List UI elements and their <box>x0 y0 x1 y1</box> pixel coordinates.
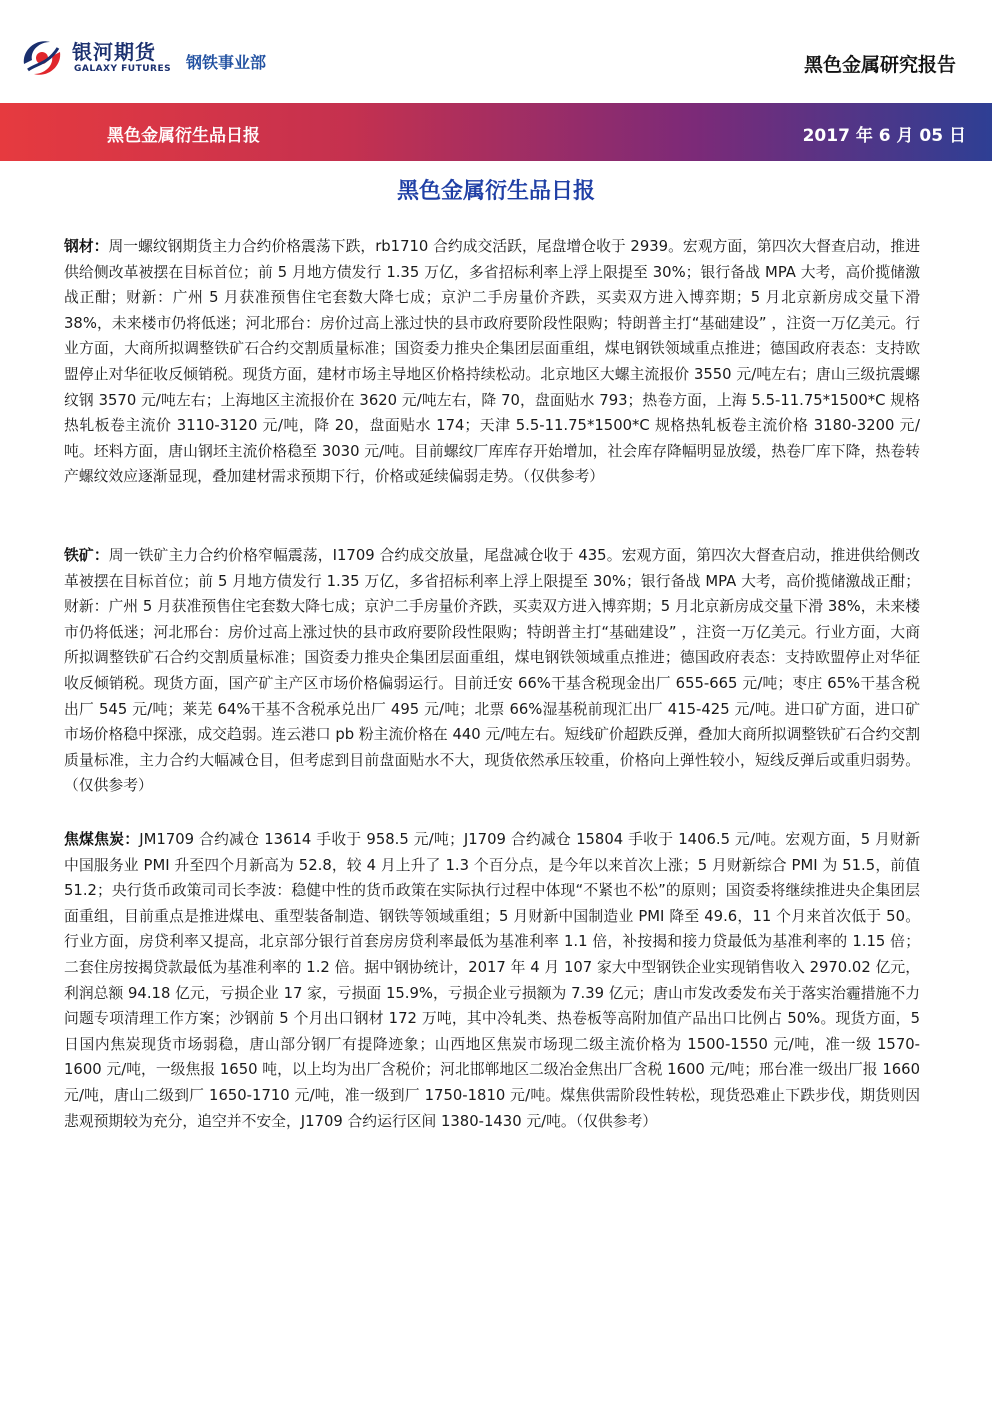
brand-name: 银河期货 <box>72 40 156 64</box>
section-body: JM1709 合约减仓 13614 手收于 958.5 元/吨；J1709 合约减仓 15804 手收于 1406.5 元/吨。宏观方面，5 月财新中国服务业 PMI 升至四个月新高为 52.8，较 4 月上升了 1.3 个百分点，是今年以来首次上涨；5 月财新综合 PMI 为 51.5，前值 51.2；央行货币政策司司长李波：稳健中性的货币政策在实际执行过程中体现“不紧也不松”的原则；国资委将继续推进央企集团层面重组，目前重点是推进煤电、重型装备制造、钢铁等领域重组；5 月财新中国制造业 PMI 降至 49.6，11 个月来首次低于 50。行业方面，房贷利率又提高，北京部分银行首套房房贷利率最低为基准利率 1.1 倍，补按揭和接力贷最低为基准利率的 1.15 倍；二套住房按揭贷款最低为基准利率的 1.2 倍。据中钢协统计，2017 年 4 月 107 家大中型钢铁企业实现销售收入 2970.02 亿元，利润总额 94.18 亿元，亏损企业 17 家，亏损面 15.9%，亏损企业亏损额为 7.39 亿元；唐山市发改委发布关于落实治霾措施不力问题专项清理工作方案；沙钢前 5 个月出口钢材 172 万吨，其中冷轧类、热卷板等高附加值产品出口比例占 50%。现货方面，5 日国内焦炭现货市场弱稳，唐山部分钢厂有提降迹象；山西地区焦炭市场现二级主流价格为 1500-1550 元/吨，准一级 1570-1600 元/吨，一级焦报 1650 吨，以上均为出厂含税价；河北邯郸地区二级冶金焦出厂含税 1600 元/吨；邢台准一级出厂报 1660 元/吨，唐山二级到厂 1650-1710 元/吨，准一级到厂 1750-1810 元/吨。煤焦供需阶段性转松，现货恐难止下跌步伐，期货则因悲观预期较为充分，追空并不安全，J1709 合约运行区间 1380-1430 元/吨。（仅供参考） <box>64 831 920 1130</box>
report-type: 黑色金属研究报告 <box>803 54 956 76</box>
report-date: 2017 年 6 月 05 日 <box>802 126 966 146</box>
section-iron-ore <box>64 543 920 799</box>
section-label: 钢材： <box>64 238 109 255</box>
report-header <box>0 0 992 90</box>
section-body: 周一螺纹钢期货主力合约价格震荡下跌，rb1710 合约成交活跃，尾盘增仓收于 2939。宏观方面，第四次大督查启动，推进供给侧改革被摆在目标首位；前 5 月地方债发行 1.35 万亿，多省招标利率上浮上限提至 30%；银行备战 MPA 大考，高价揽储激战正酣；财新：广州 5 月获准预售住宅套数大降七成；京沪二手房量价齐跌，买卖双方进入博弈期；5 月北京新房成交量下滑 38%，未来楼市仍将低迷；河北邢台：房价过高上涨过快的县市政府要阶段性限购；特朗普主打“基础建设” ，注资一万亿美元。行业方面，大商所拟调整铁矿石合约交割质量标准；国资委力推央企集团层面重组，煤电钢铁领域重点推进；德国政府表态：支持欧盟停止对华征收反倾销税。现货方面，建材市场主导地区价格持续松动。北京地区大螺主流报价 3550 元/吨左右；唐山三级抗震螺纹钢 3570 元/吨左右；上海地区主流报价在 3620 元/吨左右，降 70，盘面贴水 793；热卷方面，上海 5.5-11.75*1500*C 规格热轧板卷主流价 3110-3120 元/吨，降 20，盘面贴水 174；天津 5.5-11.75*1500*C 规格热轧板卷主流价格 3180-3200 元/吨。坯料方面，唐山钢坯主流价格稳至 3030 元/吨。目前螺纹厂库库存开始增加，社会库存降幅明显放缓，热卷厂库下降，热卷转产螺纹效应逐渐显现，叠加建材需求预期下行，价格或延续偏弱走势。（仅供参考） <box>64 238 920 486</box>
section-label: 铁矿： <box>64 547 109 564</box>
page-title: 黑色金属衍生品日报 <box>396 179 595 204</box>
brand-name-english: GALAXY FUTURES <box>74 64 172 74</box>
section-steel <box>64 234 920 490</box>
galaxy-futures-logo-icon <box>18 34 66 82</box>
section-body: 周一铁矿主力合约价格窄幅震荡，I1709 合约成交放量，尾盘减仓收于 435。宏观方面，第四次大督查启动，推进供给侧改革被摆在目标首位；前 5 月地方债发行 1.35 万亿，多省招标利率上浮上限提至 30%；银行备战 MPA 大考，高价揽储激战正酣；财新：广州 5 月获准预售住宅套数大降七成；京沪二手房量价齐跌，买卖双方进入博弈期；5 月北京新房成交量下滑 38%，未来楼市仍将低迷；河北邢台：房价过高上涨过快的县市政府要阶段性限购；特朗普主打“基础建设” ，注资一万亿美元。行业方面，大商所拟调整铁矿石合约交割质量标准；国资委力推央企集团层面重组，煤电钢铁领域重点推进；德国政府表态：支持欧盟停止对华征收反倾销税。现货方面，国产矿主产区市场价格偏弱运行。目前迁安 66%干基含税现金出厂 655-665 元/吨；枣庄 65%干基含税出厂 545 元/吨；莱芜 64%干基不含税承兑出厂 495 元/吨；北票 66%湿基税前现汇出厂 415-425 元/吨。进口矿方面，进口矿市场价格稳中探涨，成交趋弱。连云港口 pb 粉主流价格在 440 元/吨左右。短线矿价超跌反弹，叠加大商所拟调整铁矿石合约交割质量标准，主力合约大幅减仓目，但考虑到目前盘面贴水不大，现货依然承压较重，价格向上弹性较小，短线反弹后或重归弱势。（仅供参考） <box>64 547 920 795</box>
department-name: 钢铁事业部 <box>186 53 267 72</box>
section-label: 焦煤焦炭： <box>64 831 140 848</box>
banner-title: 黑色金属衍生品日报 <box>107 126 260 146</box>
section-coking-coal-coke <box>64 827 920 1134</box>
